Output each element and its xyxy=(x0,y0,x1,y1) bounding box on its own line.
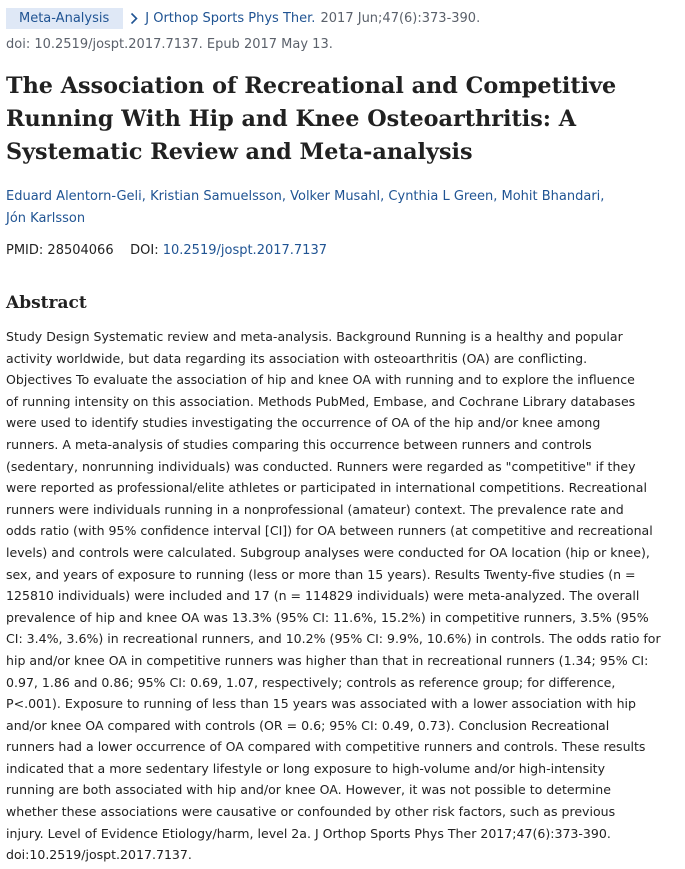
pmid-value: 28504066 xyxy=(47,243,114,258)
author-link[interactable]: Volker Musahl xyxy=(290,189,381,204)
abstract-line: injury. Level of Evidence Etiology/harm, level 2a. J Orthop Sports Phys Ther 2017;47(6):373-390. xyxy=(6,825,611,841)
abstract-line: were used to identify studies investigating the occurrence of OA of the hip and/or knee among xyxy=(6,415,601,431)
journal-link[interactable]: J Orthop Sports Phys Ther. xyxy=(145,11,316,26)
author-link[interactable]: Mohit Bhandari xyxy=(501,189,601,204)
abstract-line: were reported as professional/elite athletes or participated in international competitions. Recreational xyxy=(6,480,647,496)
identifiers xyxy=(6,240,327,262)
doi-epub-line: doi: 10.2519/jospt.2017.7137. Epub 2017 May 13. xyxy=(6,37,333,52)
title-line: Running With Hip and Knee Osteoarthritis: A xyxy=(6,106,577,132)
abstract-line: 125810 individuals) were included and 17 (n = 114829 individuals) were meta-analyzed. The overall xyxy=(6,588,640,604)
abstract-line: hip and/or knee OA in competitive runners was higher than that in recreational runners (1.34; 95% CI: xyxy=(6,652,649,668)
citation-details: 2017 Jun;47(6):373-390. xyxy=(320,11,481,26)
pmid-label: PMID: xyxy=(6,243,44,258)
title-line: Systematic Review and Meta-analysis xyxy=(6,139,473,165)
abstract-line: indicated that a more sedentary lifestyle or long exposure to high-volume and/or high-intensity xyxy=(6,760,606,776)
abstract-line: running are both associated with hip and/or knee OA. However, it was not possible to determine xyxy=(6,782,611,798)
abstract-line: and/or knee OA compared with controls (OR = 0.6; 95% CI: 0.49, 0.73). Conclusion Recreational xyxy=(6,717,610,733)
abstract-text xyxy=(6,326,678,866)
chevron-right-icon xyxy=(129,8,145,29)
abstract-line: Objectives To evaluate the association of hip and knee OA with running and to explore the influence xyxy=(6,372,635,388)
abstract-heading: Abstract xyxy=(6,293,87,313)
title-line: The Association of Recreational and Competitive xyxy=(6,73,617,99)
abstract-line: doi:10.2519/jospt.2017.7137. xyxy=(6,847,192,863)
abstract-line: runners. A meta-analysis of studies comparing this occurrence between runners and controls xyxy=(6,436,592,452)
abstract-line: of running intensity on this association. Methods PubMed, Embase, and Cochrane Library databases xyxy=(6,393,636,409)
abstract-line: levels) and controls were calculated. Subgroup analyses were conducted for OA location (hip or knee), xyxy=(6,544,650,560)
abstract-line: runners had a lower occurrence of OA compared with competitive runners and controls. These results xyxy=(6,739,646,755)
abstract-line: 0.97, 1.86 and 0.86; 95% CI: 0.69, 1.07, respectively; controls as reference group; for difference, xyxy=(6,674,616,690)
abstract-line: odds ratio (with 95% confidence interval [CI]) for OA between runners (at competitive and recreational xyxy=(6,523,653,539)
author-link[interactable]: Eduard Alentorn-Geli xyxy=(6,189,142,204)
abstract-line: prevalence of hip and knee OA was 13.3% (95% CI: 11.6%, 15.2%) in competitive runners, 3.5% (95% xyxy=(6,609,649,625)
author-link[interactable]: Kristian Samuelsson xyxy=(150,189,282,204)
article-title xyxy=(6,70,676,169)
article-type-badge: Meta-Analysis xyxy=(6,8,123,29)
author-link[interactable]: Jón Karlsson xyxy=(6,211,86,226)
abstract-line: runners were individuals running in a nonprofessional (amateur) context. The prevalence rate and xyxy=(6,501,624,517)
abstract-line: Study Design Systematic review and meta-analysis. Background Running is a healthy and popular xyxy=(6,329,623,344)
citation-line xyxy=(6,8,480,29)
abstract-line: activity worldwide, but data regarding its association with osteoarthritis (OA) are conflicting. xyxy=(6,350,588,366)
doi-label: DOI: xyxy=(130,243,159,258)
abstract-line: (sedentary, nonrunning individuals) was conducted. Runners were regarded as "competitive" if they xyxy=(6,458,636,474)
author-link[interactable]: Cynthia L Green xyxy=(388,189,494,204)
doi-link[interactable]: 10.2519/jospt.2017.7137 xyxy=(162,243,327,258)
abstract-line: CI: 3.4%, 3.6%) in recreational runners, and 10.2% (95% CI: 9.9%, 10.6%) in controls. The odds ratio for xyxy=(6,631,661,647)
abstract-line: sex, and years of exposure to running (less or more than 15 years). Results Twenty-five studies (n = xyxy=(6,566,636,582)
abstract-line: P<.001). Exposure to running of less than 15 years was associated with a lower association with hip xyxy=(6,696,636,712)
abstract-line: whether these associations were causative or confounded by other risk factors, such as previous xyxy=(6,804,616,820)
author-list: Eduard Alentorn-Geli, Kristian Samuelsson, Volker Musahl, Cynthia L Green, Mohit Bhandari, Jón Karlsson xyxy=(6,189,605,226)
